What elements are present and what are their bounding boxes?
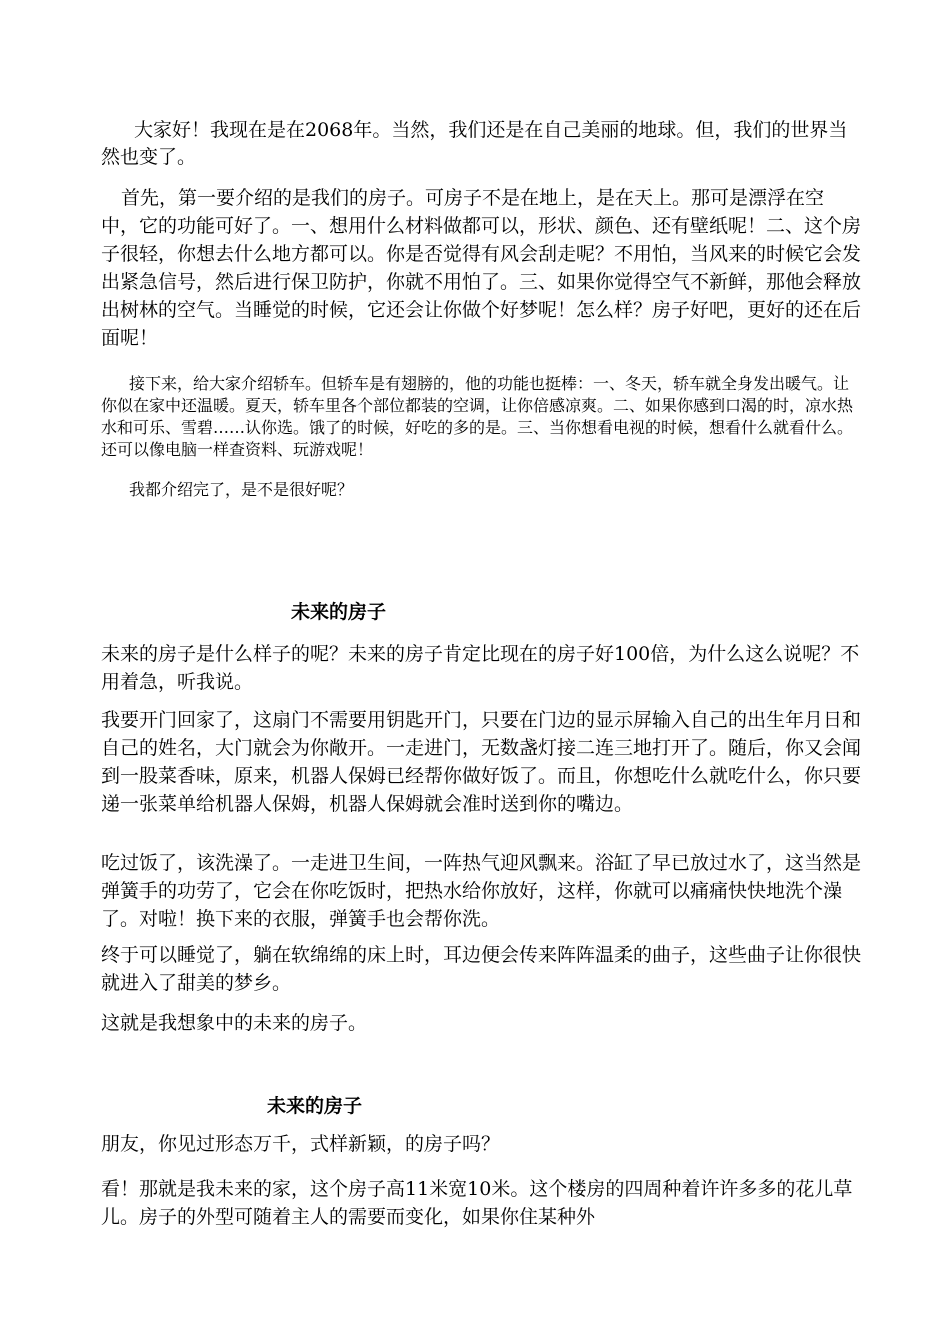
essay-title: 未来的房子 (291, 601, 387, 623)
essay-paragraph: 吃过饭了，该洗澡了。一走进卫生间，一阵热气迎风飘来。浴缸了早已放过水了，这当然是弹簧手的功劳了，它会在你吃饭时，把热水给你放好，这样，你就可以痛痛快快地洗个澡了。对啦！换下来的衣服，弹簧手也会帮你洗。 (101, 852, 862, 930)
essay-paragraph: 终于可以睡觉了，躺在软绵绵的床上时，耳边便会传来阵阵温柔的曲子，这些曲子让你很快就进入了甜美的梦乡。 (101, 944, 862, 994)
essay-paragraph: 我要开门回家了，这扇门不需要用钥匙开门，只要在门边的显示屏输入自己的出生年月日和自己的姓名，大门就会为你敞开。一走进门，无数盏灯接二连三地打开了。随后，你又会闻到一股菜香味，原来，机器人保姆已经帮你做好饭了。而且，你想吃什么就吃什么，你只要递一张菜单给机器人保姆，机器人保姆就会准时送到你的嘴边。 (101, 709, 862, 815)
closing-paragraph: 我都介绍完了，是不是很好呢？ (129, 480, 354, 499)
car-paragraph: 接下来，给大家介绍轿车。但轿车是有翅膀的，他的功能也挺棒：一、冬天，轿车就全身发出暖气。让你似在家中还温暖。夏天，轿车里各个部位都装的空调，让你倍感凉爽。二、如果你感到口渴的时，凉水热水和可乐、雪碧……认你选。饿了的时候，好吃的多的是。三、当你想看电视的时候，想看什么就看什么。还可以像电脑一样查资料、玩游戏呢！ (101, 374, 854, 459)
essay-paragraph: 这就是我想象中的未来的房子。 (101, 1012, 368, 1034)
house-paragraph: 首先，第一要介绍的是我们的房子。可房子不是在地上，是在天上。那可是漂浮在空中，它的功能可好了。一、想用什么材料做都可以，形状、颜色、还有壁纸呢！二、这个房子很轻，你想去什么地方都可以。你是否觉得有风会刮走呢？不用怕，当风来的时候它会发出紧急信号，然后进行保卫防护，你就不用怕了。三、如果你觉得空气不新鲜，那他会释放出树林的空气。当睡觉的时候，它还会让你做个好梦呢！怎么样？房子好吧，更好的还在后面呢！ (101, 187, 862, 349)
essay-paragraph: 看！那就是我未来的家，这个房子高11米宽10米。这个楼房的四周种着许许多多的花儿草儿。房子的外型可随着主人的需要而变化，如果你住某种外 (101, 1178, 853, 1228)
essay-paragraph: 朋友，你见过形态万千，式样新颖，的房子吗？ (101, 1133, 501, 1155)
essay-title: 未来的房子 (267, 1095, 363, 1117)
intro-paragraph: 大家好！我现在是在2068年。当然，我们还是在自己美丽的地球。但，我们的世界当然也变了。 (101, 119, 848, 168)
essay-paragraph: 未来的房子是什么样子的呢？未来的房子肯定比现在的房子好100倍，为什么这么说呢？不用着急，听我说。 (101, 643, 860, 693)
